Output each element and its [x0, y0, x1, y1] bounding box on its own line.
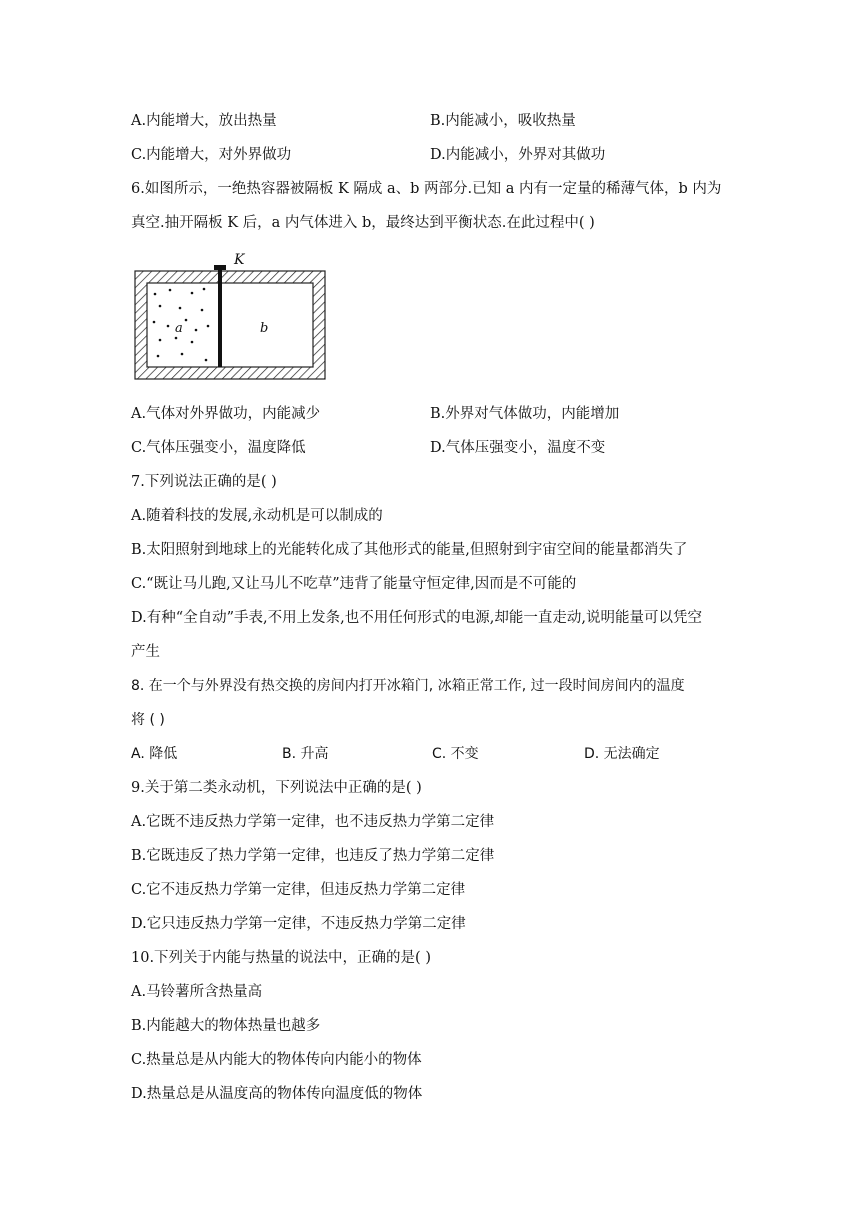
q6-option-a: A.气体对外界做功，内能减少 — [131, 406, 321, 422]
q5-option-b: B.内能减小，吸收热量 — [430, 113, 576, 129]
q9-option-a: A.它既不违反热力学第一定律，也不违反热力学第二定律 — [131, 814, 495, 830]
q6-stem-line2: 真空.抽开隔板 K 后，a 内气体进入 b，最终达到平衡状态.在此过程中( ) — [131, 215, 595, 231]
q10-stem: 10.下列关于内能与热量的说法中，正确的是( ) — [131, 950, 431, 966]
q7-stem: 7.下列说法正确的是( ) — [131, 474, 277, 490]
q9-option-d: D.它只违反热力学第一定律，不违反热力学第二定律 — [131, 916, 466, 932]
q5-option-d: D.内能减小，外界对其做功 — [430, 147, 606, 163]
q9-option-c: C.它不违反热力学第一定律，但违反热力学第二定律 — [131, 882, 466, 898]
q8-option-a: A. 降低 — [131, 746, 178, 762]
q8-option-d: D. 无法确定 — [584, 746, 660, 762]
insulated-container-figure — [130, 250, 330, 382]
q6-option-c: C.气体压强变小，温度降低 — [131, 440, 306, 456]
q10-option-d: D.热量总是从温度高的物体传向温度低的物体 — [131, 1086, 423, 1102]
q7-option-b: B.太阳照射到地球上的光能转化成了其他形式的能量,但照射到宇宙空间的能量都消失了 — [131, 542, 688, 558]
q7-option-c: C.“既让马儿跑,又让马儿不吃草”违背了能量守恒定律,因而是不可能的 — [131, 576, 577, 592]
q9-stem: 9.关于第二类永动机，下列说法中正确的是( ) — [131, 780, 422, 796]
q8-stem-line1: 8. 在一个与外界没有热交换的房间内打开冰箱门, 冰箱正常工作, 过一段时间房间内的温度 — [131, 678, 685, 694]
partition-k — [218, 270, 222, 367]
label-k: K — [234, 252, 245, 268]
q5-option-a: A.内能增大，放出热量 — [131, 113, 277, 129]
q6-option-b: B.外界对气体做功，内能增加 — [430, 406, 620, 422]
q9-option-b: B.它既违反了热力学第一定律，也违反了热力学第二定律 — [131, 848, 495, 864]
partition-handle — [214, 265, 226, 270]
q10-option-b: B.内能越大的物体热量也越多 — [131, 1018, 321, 1034]
q10-option-c: C.热量总是从内能大的物体传向内能小的物体 — [131, 1052, 422, 1068]
q6-stem-line1: 6.如图所示，一绝热容器被隔板 K 隔成 a、b 两部分.已知 a 内有一定量的稀薄气体，b 内为 — [131, 181, 722, 197]
container-cavity — [147, 283, 313, 367]
q10-option-a: A.马铃薯所含热量高 — [131, 984, 263, 1000]
label-b: b — [260, 321, 269, 336]
q5-option-c: C.内能增大，对外界做功 — [131, 147, 292, 163]
q7-option-d-line2: 产生 — [131, 644, 160, 660]
q8-stem-line2: 将 ( ) — [131, 712, 165, 728]
q6-option-d: D.气体压强变小，温度不变 — [430, 440, 606, 456]
label-a: a — [175, 321, 183, 336]
q7-option-d-line1: D.有种“全自动”手表,不用上发条,也不用任何形式的电源,却能一直走动,说明能量可以凭空 — [131, 610, 702, 626]
q8-option-b: B. 升高 — [282, 746, 329, 762]
q7-option-a: A.随着科技的发展,永动机是可以制成的 — [131, 508, 383, 524]
q8-option-c: C. 不变 — [432, 746, 479, 762]
